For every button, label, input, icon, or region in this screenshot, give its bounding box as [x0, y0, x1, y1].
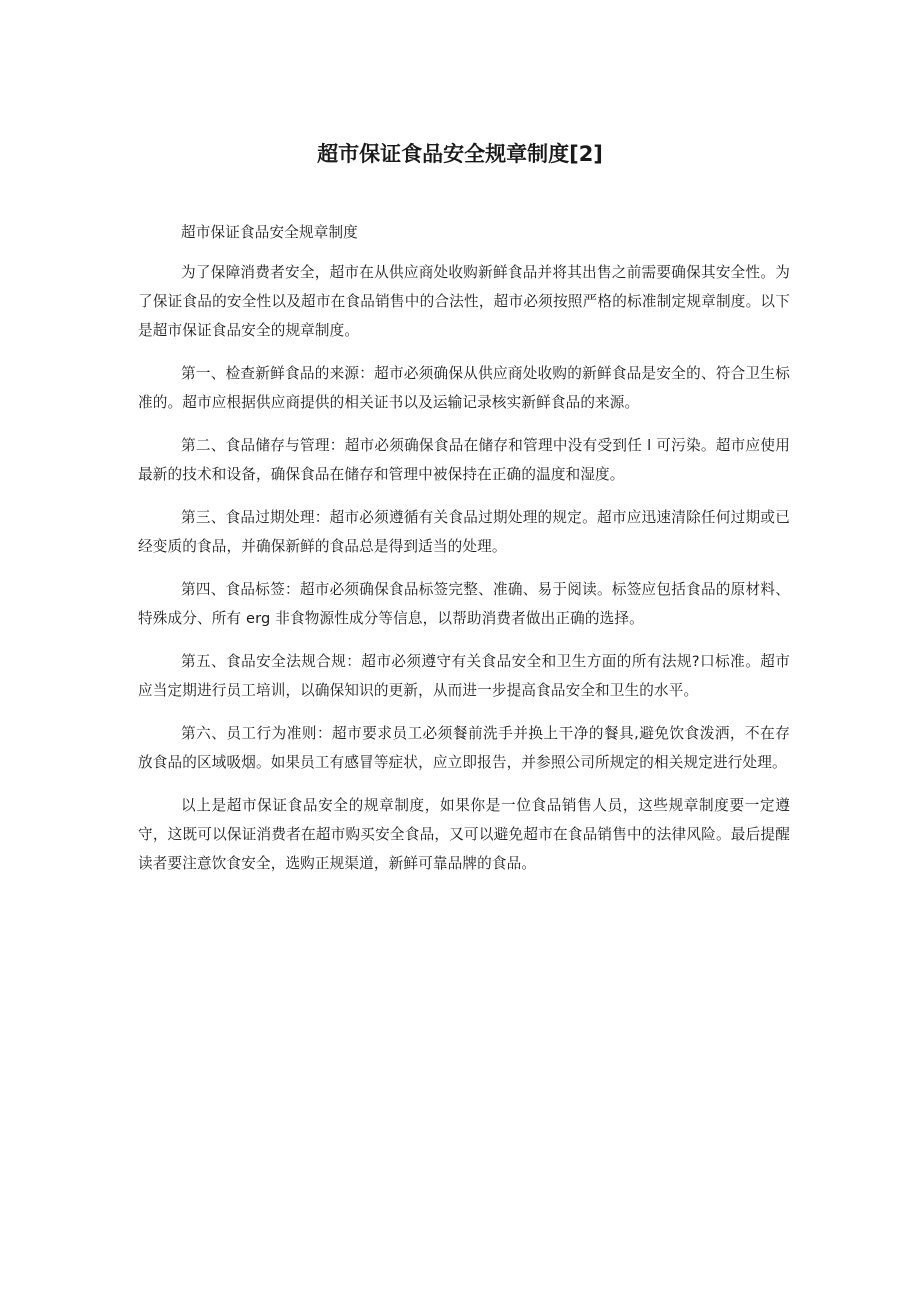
- document-body: [138, 218, 790, 892]
- paragraph-conclusion: 以上是超市保证食品安全的规章制度，如果你是一位食品销售人员，这些规章制度要一定遵守，这既可以保证消费者在超市购买安全食品，又可以避免超市在食品销售中的法律风险。最后提醒读者要注意饮食安全，选购正规渠道，新鲜可靠品牌的食品。: [138, 797, 790, 872]
- paragraph-rule-1: 第一、检查新鲜食品的来源：超市必须确保从供应商处收购的新鲜食品是安全的、符合卫生标准的。超市应根据供应商提供的相关证书以及运输记录核实新鲜食品的来源。: [138, 365, 790, 411]
- paragraph-subtitle: 超市保证食品安全规章制度: [181, 224, 358, 241]
- paragraph-rule-2: 第二、食品储存与管理：超市必须确保食品在储存和管理中没有受到任 l 可污染。超市应使用最新的技术和设备，确保食品在储存和管理中被保持在正确的温度和湿度。: [138, 437, 790, 483]
- paragraph-intro: 为了保障消费者安全，超市在从供应商处收购新鲜食品并将其出售之前需要确保其安全性。为了保证食品的安全性以及超市在食品销售中的合法性，超市必须按照严格的标准制定规章制度。以下是超市保证食品安全的规章制度。: [138, 264, 790, 339]
- paragraph-rule-3: 第三、食品过期处理：超市必须遵循有关食品过期处理的规定。超市应迅速清除任何过期或已经变质的食品，并确保新鲜的食品总是得到适当的处理。: [138, 509, 790, 555]
- paragraph-rule-6: 第六、员工行为准则：超市要求员工必须餐前洗手并换上干净的餐具,避免饮食泼洒，不在存放食品的区域吸烟。如果员工有感冒等症状，应立即报告，并参照公司所规定的相关规定进行处理。: [138, 725, 790, 771]
- document-title: 超市保证食品安全规章制度[2]: [317, 142, 603, 166]
- paragraph-rule-5: 第五、食品安全法规合规：超市必须遵守有关食品安全和卫生方面的所有法规?口标准。超市应当定期进行员工培训，以确保知识的更新，从而进一步提高食品安全和卫生的水平。: [138, 653, 790, 699]
- paragraph-rule-4: 第四、食品标签：超市必须确保食品标签完整、准确、易于阅读。标签应包括食品的原材料、特殊成分、所有 erg 非食物源性成分等信息，以帮助消费者做出正确的选择。: [138, 581, 790, 627]
